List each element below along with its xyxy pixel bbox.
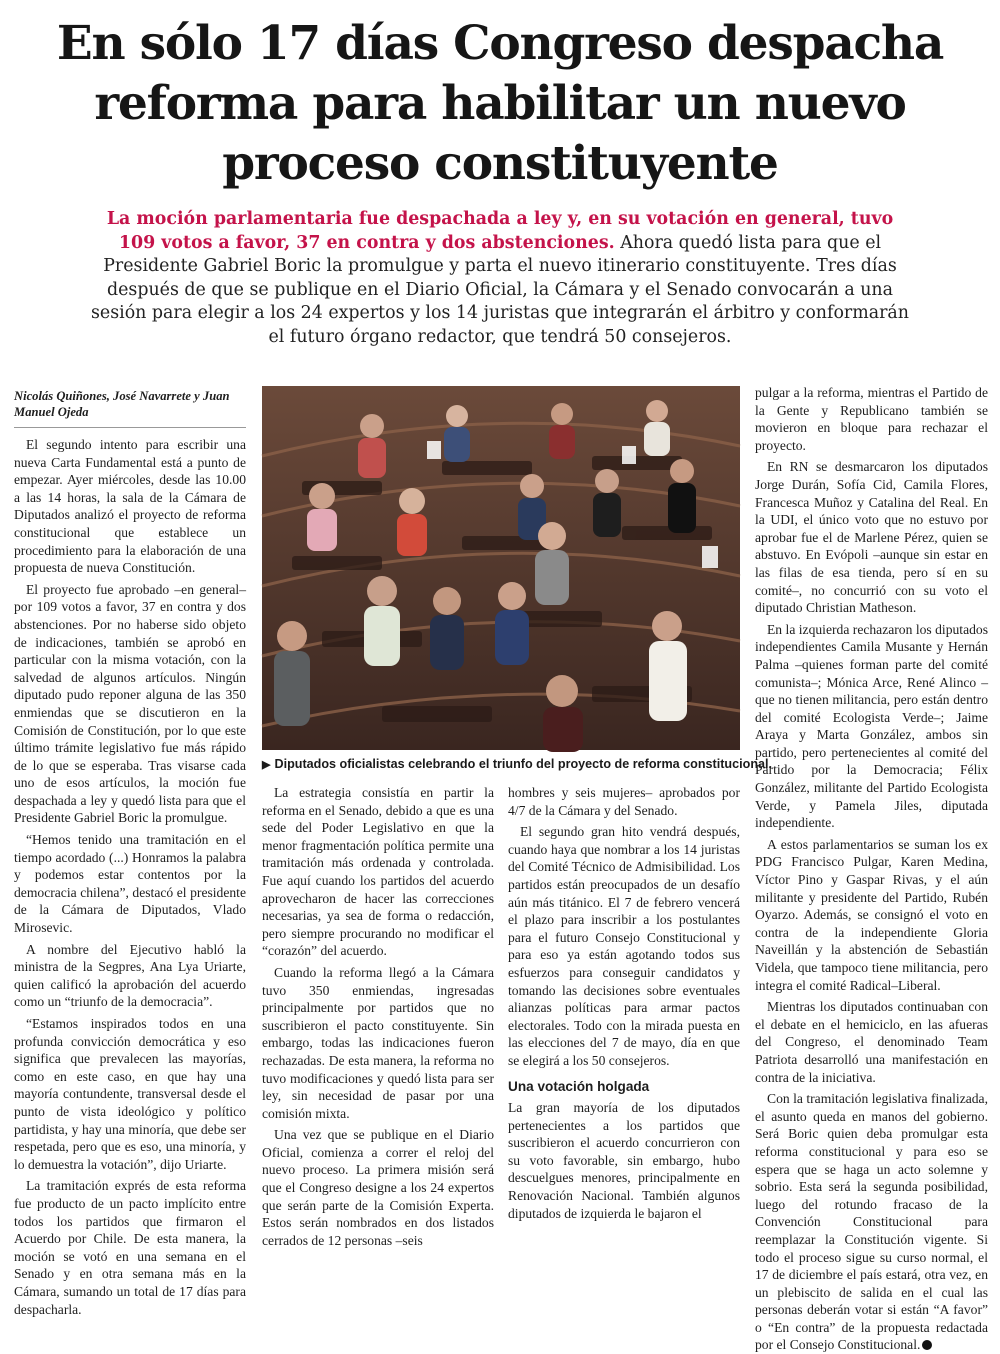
- column-4: [755, 384, 988, 1353]
- news-photo: [262, 386, 740, 750]
- column-1: [14, 388, 246, 1317]
- photo-illustration: [262, 386, 740, 750]
- paragraph: La estrategia consistía en partir la reforma en el Senado, debido a que es una sede del Poder Legislativo en que la menor fragmentación política permite una tramitación más ordenada y controlada. Fue aquí cuando los partidos del acuerdo aprovecharon de hacer las correcciones necesarias, ya sea de forma o redacción, pero siempre procurando no modificar el “corazón” del acuerdo.: [262, 785, 494, 959]
- paragraph: A nombre del Ejecutivo habló la ministra de la Segpres, Ana Lya Uriarte, quien calificó la aprobación del acuerdo como un “triunfo de la democracia”.: [14, 941, 246, 1010]
- paragraph: “Estamos inspirados todos en una profunda convicción democrática y eso significa que prevalecen las mayorías, como en este caso, en que hay una mayoría contundente, transversal desde el punto de vista ideológico y político partidista, y hay una minoría, que debe ser respetada, pero que es eso, una minoría, y lo demuestra la votación”, dijo Uriarte.: [14, 1016, 246, 1172]
- paragraph: hombres y seis mujeres– aprobados por 4/7 de la Cámara y del Senado.: [508, 785, 740, 818]
- paragraph: Cuando la reforma llegó a la Cámara tuvo 350 enmiendas, ingresadas principalmente por partidos que no suscribieron el pacto constituyente. Sin embargo, todas las indicaciones fueron rechazadas. De esta manera, la reforma no tuvo modificaciones y quedó lista para ser ley, sin necesidad de pasar por una comisión mixta.: [262, 964, 494, 1121]
- lede-text: Ahora quedó lista para que el Presidente Gabriel Boric la promulgue y parta el nuevo itinerario constituyente. Tres días después de que se publique en el Diario Oficial, la Cámara y el Senado convocarán a una sesión para elegir a los 24 expertos y los 14 juristas que integrarán el árbitro y conformarán el futuro órgano redactor, que tendrá 50 consejeros.: [91, 232, 909, 347]
- paragraph: pulgar a la reforma, mientras el Partido de la Gente y Republicano también se movieron en bloque para rechazar el proyecto.: [755, 385, 988, 453]
- column-3: [508, 784, 740, 1221]
- caption-text: Diputados oficialistas celebrando el triunfo del proyecto de reforma constitucional.: [274, 757, 773, 771]
- paragraph: “Hemos tenido una tramitación en el tiempo acordado (...) Honramos la palabra y podemos estar contentos por la democracia chilena”, destacó el presidente de la Cámara de Diputados, Vlado Mirosevic.: [14, 832, 246, 936]
- end-mark-icon: [922, 1340, 932, 1350]
- headline: En sólo 17 días Congreso despacha reforma para habilitar un nuevo proceso constituyente: [56, 16, 944, 191]
- paragraph: La tramitación exprés de esta reforma fue producto de un pacto implícito entre todos los partidos que firmaron el Acuerdo por Chile. De esta manera, la moción se votó en una semana en el Senado y en otra semana más en la Cámara, sumando un total de 17 días para despacharla.: [14, 1178, 246, 1317]
- lede-highlight: La moción parlamentaria fue despachada a ley y, en su votación en general, tuvo 109 votos a favor, 37 en contra y dos abstenciones.: [106, 209, 894, 253]
- last-paragraph: [755, 1090, 988, 1354]
- lede: [90, 208, 910, 349]
- paragraph: El proyecto fue aprobado –en general– por 109 votos a favor, 37 en contra y dos abstenciones. Por no haberse sido objeto de indicaciones, también se aprobó en particular con la misma votación, con la salvedad de algunos artículos. Ningún diputado pudo reponer alguna de las 350 enmiendas que se discutieron en la Comisión de Constitución, por lo que este último trámite legislativo fue más rápido de lo que se esperaba. Tras visarse cada uno de esos artículos, la moción fue despachada a ley y quedó lista para que el Presidente Gabriel Boric la promulgue.: [14, 581, 246, 826]
- paragraph: Una vez que se publique en el Diario Oficial, comienza a correr el reloj del nuevo proceso. La primera misión será que el Congreso designe a los 24 expertos que serán parte de la Comisión Experta. Estos serán nombrados en dos listados cerrados de 12 personas –seis: [262, 1127, 494, 1248]
- paragraph: La gran mayoría de los diputados pertenecientes a los partidos que suscribieron el acuerdo concurrieron con su voto favorable, sin embargo, hubo descuelgues menores, principalmente en Renovación Nacional. También algunos diputados de izquierda le bajaron el: [508, 1100, 740, 1221]
- photo-caption: [262, 756, 773, 773]
- paragraph: El segundo intento para escribir una nueva Carta Fundamental está a punto de empezar. Ayer miércoles, desde las 10.00 a las 14 horas, la sala de la Cámara de Diputados analizó el proyecto de reforma constitucional que establece un procedimiento para la elaboración de una propuesta de nueva Constitución.: [14, 437, 246, 576]
- paragraph: Mientras los diputados continuaban con el debate en el hemiciclo, en las afueras del Congreso, el denominado Team Patriota desarrolló una manifestación en contra de la iniciativa.: [755, 999, 988, 1085]
- byline: Nicolás Quiñones, José Navarrete y Juan Manuel Ojeda: [14, 388, 246, 428]
- paragraph: En la izquierda rechazaron los diputados independientes Camila Musante y Hernán Palma –quienes forman parte del comité comunista–; Mónica Arce, René Alinco –que no tienen militancia, pero están dentro del comité Ecologista Verde–; Jaime Araya y Marta González, ambos sin partido, pero pertenecientes al comité del Partido por la Democracia; Félix González, militante del Partido Ecologista Verde, y Pamela Jiles, diputada independiente.: [755, 621, 988, 831]
- paragraph: El segundo gran hito vendrá después, cuando haya que nombrar a los 14 juristas del Comité Técnico de Admisibilidad. Los partidos están preocupados de un desafío aún más titánico. El 7 de febrero vencerá el plazo para inscribir a los postulantes para el futuro Consejo Constitucional y para eso ya están agotando todos sus esfuerzos para conseguir candidatos y tomando las decisiones sobre eventuales alianzas políticas para armar pactos electorales. Todo con la mirada puesta en las elecciones del 7 de mayo, día en que se elegirá a los 50 consejeros.: [508, 824, 740, 1068]
- paragraph-text: Con la tramitación legislativa finalizada, el asunto queda en manos del gobierno. Será Boric quien deba promulgar esta reforma constitucional y para eso se espera que se haga un acto solemne y sobrio. Esta será la segunda posibilidad, luego del rotundo fracaso de la Convención Constitucional para reemplazar la Constitución vigente. Si todo el proceso sigue su curso normal, el 17 de diciembre el país estará, otra vez, en un plebiscito de salida en el cual las personas deberán votar si están “A favor” o “En contra” de la propuesta redactada por el Consejo Constitucional.: [755, 1091, 988, 1353]
- paragraph: En RN se desmarcaron los diputados Jorge Durán, Sofía Cid, Camila Flores, Francesca Muñoz y Catalina del Real. En la UDI, el único voto que no estuvo por aprobar fue el de Marlene Pérez, quien se abstuvo. En Evópoli –aunque sin estar en las filas de esa tienda, pero sí en su comité–, no concurrió con su voto el diputado Christian Matheson.: [755, 459, 988, 616]
- subheading: Una votación holgada: [508, 1078, 650, 1094]
- caption-arrow-icon: ▶: [262, 759, 271, 771]
- column-2: [262, 784, 494, 1248]
- paragraph: A estos parlamentarios se suman los ex PDG Francisco Pulgar, Karen Medina, Víctor Pino y Gaspar Rivas, y el aún militante y presidente del Partido, Rubén Oyarzo. Además, se consignó el voto en contra de la independiente Gloria Naveillán y la abstención de Sebastián Videla, que tampoco tiene militancia, pero integra el comité Radical–Liberal.: [755, 836, 988, 993]
